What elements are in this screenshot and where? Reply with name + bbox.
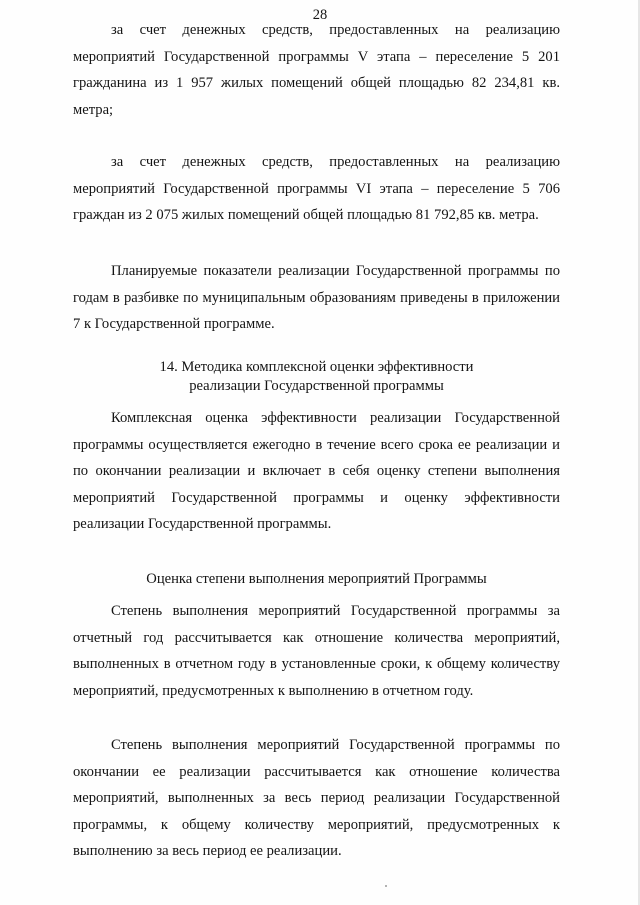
paragraph-text: за счет денежных средств, предоставленных на реализацию мероприятий Государственной программы VI этапа – переселение 5 706 граждан из 2 075 жилых помещений общей площадью 81 792,85 кв. метра.	[73, 154, 560, 223]
paragraph-method	[73, 405, 560, 538]
paragraph-stage-vi	[73, 149, 560, 229]
paragraph-text: Комплексная оценка эффективности реализации Государственной программы осуществляется ежегодно в течение всего срока ее реализации и по окончании реализации и включает в себя оценку степени выполнения мероприятий Государственной программы и оценку эффективности реализации Государственной программы.	[73, 410, 560, 532]
paragraph-annual-degree	[73, 598, 560, 704]
section-heading-line-1: 14. Методика комплексной оценки эффективности	[159, 359, 474, 375]
section-heading-line-2: реализации Государственной программы	[189, 378, 444, 394]
paragraph-text: за счет денежных средств, предоставленных на реализацию мероприятий Государственной программы V этапа – переселение 5 201 гражданина из 1 957 жилых помещений общей площадью 82 234,81 кв. метра;	[73, 22, 560, 118]
paragraph-planned-indicators	[73, 258, 560, 338]
paragraph-stage-v	[73, 17, 560, 123]
section-heading	[73, 358, 560, 396]
paragraph-text: Степень выполнения мероприятий Государственной программы по окончании ее реализации рассчитывается как отношение количества мероприятий, выполненных за весь период реализации Государственной программы, к общему количеству мероприятий, предусмотренных к выполнению за весь период ее реализации.	[73, 737, 560, 859]
paragraph-final-degree	[73, 732, 560, 865]
subsection-heading: Оценка степени выполнения мероприятий Программы	[146, 571, 487, 587]
paragraph-text: Степень выполнения мероприятий Государственной программы за отчетный год рассчитывается как отношение количества мероприятий, выполненных в отчетном году в установленные сроки, к общему количеству мероприятий, предусмотренных к выполнению в отчетном году.	[73, 603, 560, 699]
scan-speck	[385, 885, 387, 887]
paragraph-text: Планируемые показатели реализации Государственной программы по годам в разбивке по муниципальным образованиям приведены в приложении 7 к Государственной программе.	[73, 263, 560, 332]
page-number: 28	[312, 7, 328, 23]
